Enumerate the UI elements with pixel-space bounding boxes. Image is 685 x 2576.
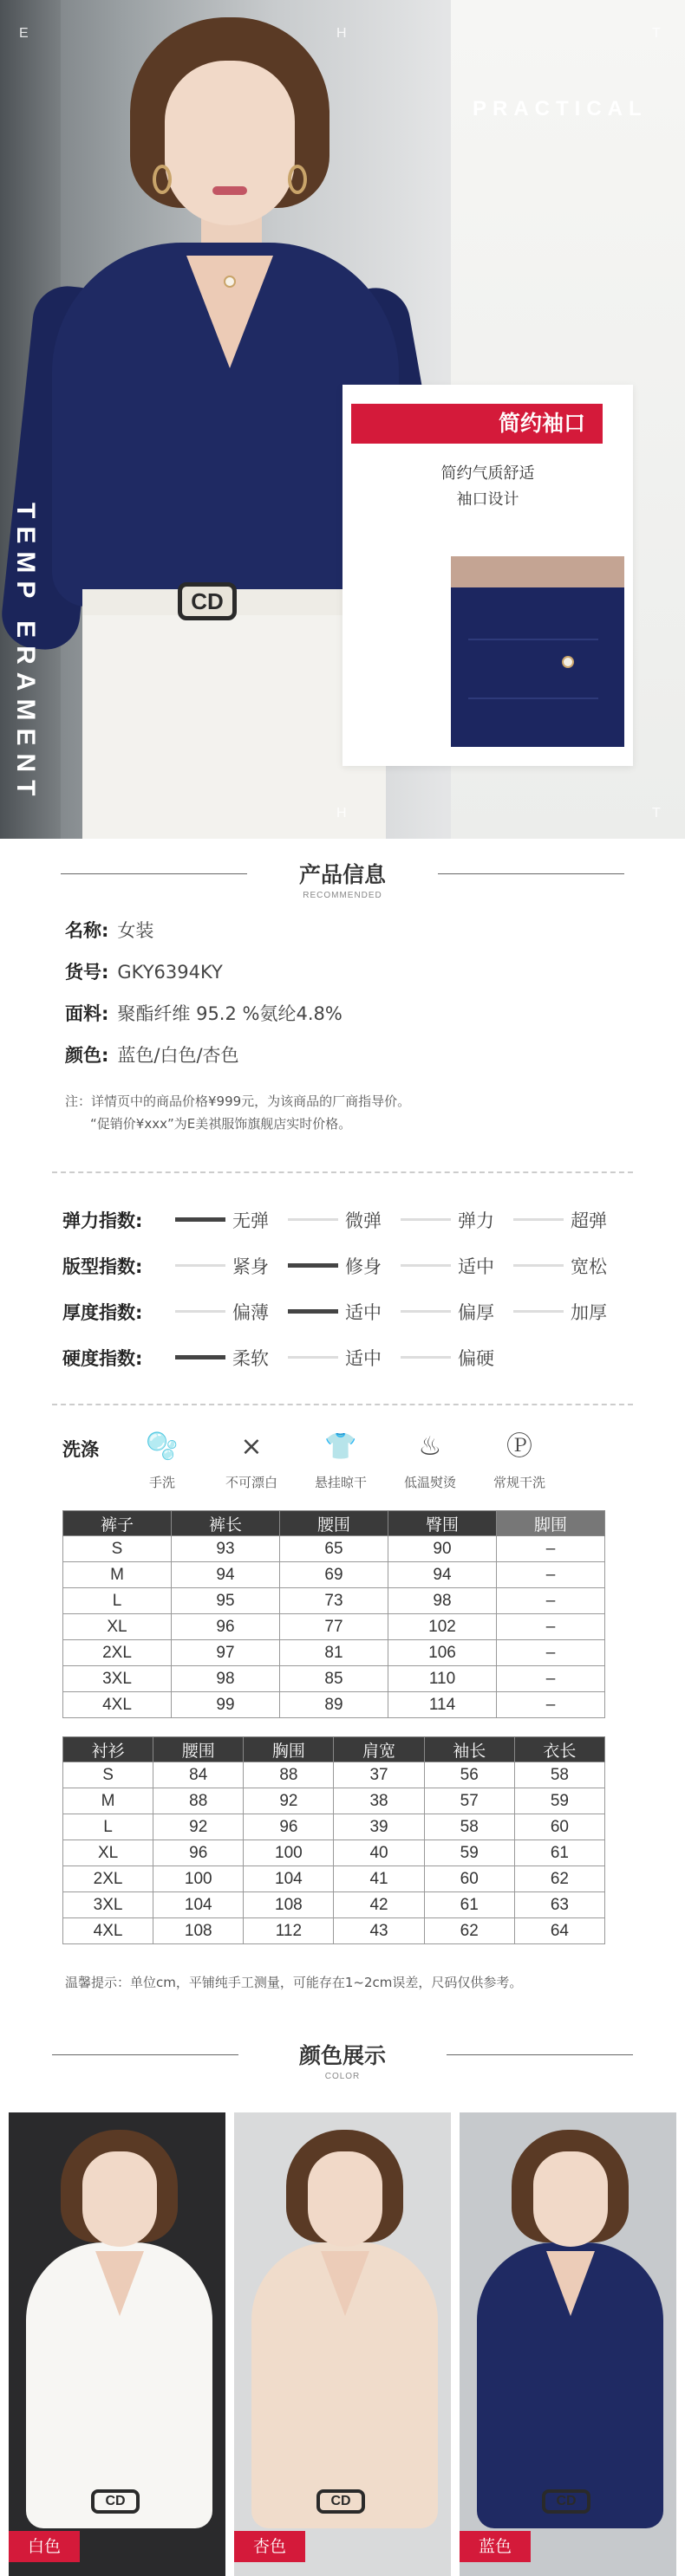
product-info-subtitle: RECOMMENDED — [303, 891, 382, 900]
table-row — [63, 1562, 605, 1588]
table-row — [63, 1666, 605, 1692]
table-cell: 106 — [388, 1640, 497, 1666]
v-neck-cutout — [186, 256, 273, 368]
table-cell: 73 — [280, 1588, 388, 1614]
table-cell: 110 — [388, 1666, 497, 1692]
table-cell: 94 — [388, 1562, 497, 1588]
fit-index-option — [513, 1299, 624, 1333]
info-row — [65, 958, 223, 984]
color-display-subtitle: COLOR — [324, 2072, 361, 2081]
table-cell: 96 — [172, 1614, 280, 1640]
table-cell: 58 — [514, 1762, 604, 1788]
color-swatch-photo[interactable] — [9, 2112, 225, 2576]
price-note-2: “促销价¥xxx”为E美祺服饰旗舰店实时价格。 — [90, 1116, 352, 1132]
table-cell: 39 — [334, 1814, 424, 1840]
table-cell: 93 — [172, 1536, 280, 1562]
table-cell: – — [497, 1536, 605, 1562]
table-cell: 98 — [172, 1666, 280, 1692]
v-neck-cutout — [95, 2251, 144, 2316]
cuff-seam — [468, 639, 598, 699]
price-note-1: 注：详情页中的商品价格¥999元，为该商品的厂商指导价。 — [65, 1093, 411, 1109]
cuff-pearl-button — [562, 656, 574, 668]
hang-dry-icon: 👕 — [324, 1431, 357, 1462]
color-swatch-photo[interactable] — [234, 2112, 451, 2576]
fit-index-label: 弹力指数: — [62, 1210, 143, 1231]
hand-wash-icon: 🫧 — [146, 1431, 179, 1462]
corner-letter-tm: H — [336, 26, 347, 41]
table-header-cell: 衣长 — [514, 1737, 604, 1762]
table-row — [63, 1640, 605, 1666]
info-key: 货号: — [65, 962, 109, 983]
corner-letter-tr: T — [652, 26, 661, 41]
color-display-header — [0, 2039, 685, 2091]
info-row — [65, 917, 153, 943]
wash-instruction-label: 手洗 — [148, 1475, 175, 1490]
table-row — [63, 1892, 605, 1918]
table-cell: – — [497, 1614, 605, 1640]
model-face — [533, 2151, 608, 2247]
table-row — [63, 1614, 605, 1640]
fit-index-option — [288, 1299, 399, 1333]
fit-index-option-label: 适中 — [345, 1348, 382, 1369]
fit-index-option — [401, 1345, 512, 1379]
v-neck-cutout — [321, 2251, 369, 2316]
table-cell: 57 — [424, 1788, 514, 1814]
fit-index-option — [401, 1207, 512, 1242]
info-value: GKY6394KY — [117, 962, 223, 983]
table-row — [63, 1588, 605, 1614]
fit-index-label: 硬度指数: — [62, 1348, 143, 1369]
fit-index-option-label: 加厚 — [571, 1302, 607, 1323]
table-cell: 65 — [280, 1536, 388, 1562]
belt-buckle: CD — [91, 2489, 140, 2514]
table-header-cell: 胸围 — [244, 1737, 334, 1762]
fit-index-label: 版型指数: — [62, 1256, 143, 1277]
table-cell: 100 — [244, 1840, 334, 1866]
table-cell: 92 — [153, 1814, 244, 1840]
cuff-detail-title: 简约袖口 — [351, 404, 603, 444]
table-cell: 38 — [334, 1788, 424, 1814]
model-face — [308, 2151, 382, 2247]
option-indicator — [288, 1218, 338, 1221]
option-indicator — [401, 1264, 451, 1267]
table-cell: 2XL — [63, 1640, 172, 1666]
practical-heading: PRACTICAL — [473, 97, 648, 120]
fit-index-option — [175, 1345, 286, 1379]
fit-index-option-label: 修身 — [345, 1256, 382, 1277]
table-cell: 40 — [334, 1840, 424, 1866]
color-display-title: 颜色展示 — [298, 2043, 386, 2068]
fit-index-option — [401, 1253, 512, 1288]
table-cell: 90 — [388, 1536, 497, 1562]
table-cell: 4XL — [63, 1692, 172, 1718]
table-cell: 108 — [244, 1892, 334, 1918]
table-cell: 92 — [244, 1788, 334, 1814]
fit-index-label: 厚度指数: — [62, 1302, 143, 1323]
table-cell: 59 — [424, 1840, 514, 1866]
option-indicator — [401, 1310, 451, 1313]
fit-index-option — [288, 1345, 399, 1379]
selected-indicator — [175, 1355, 225, 1359]
measurement-tip: 温馨提示：单位cm，平铺纯手工测量，可能存在1~2cm误差，尺码仅供参考。 — [65, 1975, 523, 1990]
table-header-cell: 腰围 — [280, 1511, 388, 1536]
info-key: 颜色: — [65, 1045, 109, 1066]
table-cell: 85 — [280, 1666, 388, 1692]
wash-instruction-label: 悬挂晾干 — [314, 1475, 367, 1490]
pearl-button — [224, 276, 236, 288]
belt-buckle: CD — [178, 582, 237, 620]
option-indicator — [513, 1310, 564, 1313]
table-header-cell: 裤长 — [172, 1511, 280, 1536]
table-cell: 69 — [280, 1562, 388, 1588]
wrist-skin — [451, 556, 624, 587]
fit-index-option-label: 适中 — [345, 1302, 382, 1323]
table-cell: 81 — [280, 1640, 388, 1666]
table-cell: 99 — [172, 1692, 280, 1718]
table-cell: 63 — [514, 1892, 604, 1918]
model-lips — [212, 186, 247, 195]
divider-dashed — [52, 1171, 633, 1173]
info-value: 蓝色/白色/杏色 — [117, 1045, 239, 1066]
table-cell: – — [497, 1588, 605, 1614]
belt-buckle: CD — [542, 2489, 590, 2514]
fit-index-option-label: 紧身 — [232, 1256, 269, 1277]
belt-buckle: CD — [316, 2489, 365, 2514]
fit-index-option-label: 无弹 — [232, 1210, 269, 1231]
table-header-cell: 裤子 — [63, 1511, 172, 1536]
wash-instruction-label: 不可漂白 — [225, 1475, 277, 1490]
selected-indicator — [288, 1263, 338, 1268]
table-cell: S — [63, 1762, 153, 1788]
selected-indicator — [288, 1309, 338, 1314]
table-cell: 77 — [280, 1614, 388, 1640]
option-indicator — [401, 1218, 451, 1221]
fit-index-option — [288, 1207, 399, 1242]
table-cell: 60 — [424, 1866, 514, 1892]
table-cell: 56 — [424, 1762, 514, 1788]
table-row — [63, 1536, 605, 1562]
wash-instruction — [208, 1430, 295, 1491]
table-cell: 108 — [153, 1918, 244, 1944]
color-swatch-photo[interactable] — [460, 2112, 676, 2576]
table-cell: 88 — [153, 1788, 244, 1814]
info-row — [65, 1041, 239, 1067]
table-cell: 37 — [334, 1762, 424, 1788]
cuff-detail-card — [342, 385, 633, 766]
fit-index-option — [175, 1207, 286, 1242]
option-indicator — [175, 1310, 225, 1313]
info-row — [65, 1000, 342, 1026]
wash-label: 洗涤 — [62, 1439, 99, 1460]
table-cell: S — [63, 1536, 172, 1562]
table-cell: 59 — [514, 1788, 604, 1814]
table-cell: 41 — [334, 1866, 424, 1892]
wash-instruction-label: 常规干洗 — [493, 1475, 545, 1490]
fit-index-row — [62, 1207, 626, 1242]
table-header-cell: 袖长 — [424, 1737, 514, 1762]
model-face — [82, 2151, 157, 2247]
fit-index-option-label: 偏薄 — [232, 1302, 269, 1323]
fit-index-option-label: 弹力 — [458, 1210, 494, 1231]
fit-index-row — [62, 1299, 626, 1333]
product-info-header — [0, 858, 685, 910]
fit-index-option — [513, 1207, 624, 1242]
info-key: 面料: — [65, 1003, 109, 1024]
table-cell: 4XL — [63, 1918, 153, 1944]
divider-dashed — [52, 1404, 633, 1405]
table-row — [63, 1692, 605, 1718]
table-cell: L — [63, 1588, 172, 1614]
table-cell: 61 — [514, 1840, 604, 1866]
table-cell: 84 — [153, 1762, 244, 1788]
dry-clean-icon: Ⓟ — [506, 1431, 532, 1462]
model-face — [165, 61, 295, 225]
table-cell: 114 — [388, 1692, 497, 1718]
table-cell: 89 — [280, 1692, 388, 1718]
fit-index-option — [401, 1299, 512, 1333]
low-iron-icon: ♨ — [418, 1431, 442, 1462]
table-cell: 62 — [514, 1866, 604, 1892]
table-header-cell: 臀围 — [388, 1511, 497, 1536]
table-cell: 98 — [388, 1588, 497, 1614]
info-key: 名称: — [65, 920, 109, 941]
pants-size-table — [62, 1510, 605, 1718]
v-neck-cutout — [546, 2251, 595, 2316]
table-cell: 64 — [514, 1918, 604, 1944]
table-cell: M — [63, 1562, 172, 1588]
corner-letter-bm: H — [336, 806, 347, 821]
table-cell: 58 — [424, 1814, 514, 1840]
table-cell: 96 — [244, 1814, 334, 1840]
wash-instruction — [387, 1430, 473, 1491]
fit-index-option-label: 适中 — [458, 1256, 494, 1277]
table-row — [63, 1866, 605, 1892]
table-row — [63, 1840, 605, 1866]
table-cell: 2XL — [63, 1866, 153, 1892]
fit-index-option — [175, 1299, 286, 1333]
table-cell: – — [497, 1562, 605, 1588]
wash-instruction — [119, 1430, 206, 1491]
fit-index-option-label: 宽松 — [571, 1256, 607, 1277]
table-cell: 104 — [153, 1892, 244, 1918]
table-cell: – — [497, 1640, 605, 1666]
table-header-cell: 衬衫 — [63, 1737, 153, 1762]
table-cell: 60 — [514, 1814, 604, 1840]
table-row — [63, 1918, 605, 1944]
hero-banner — [0, 0, 685, 839]
shirt-size-table — [62, 1736, 605, 1944]
table-cell: 112 — [244, 1918, 334, 1944]
table-row — [63, 1788, 605, 1814]
table-header-row — [63, 1511, 605, 1536]
color-label: 白色 — [9, 2531, 80, 2562]
wash-instruction — [297, 1430, 384, 1491]
table-cell: 104 — [244, 1866, 334, 1892]
table-cell: M — [63, 1788, 153, 1814]
corner-letter-br: T — [652, 806, 661, 821]
info-value: 聚酯纤维 95.2 %氨纶4.8% — [117, 1003, 342, 1024]
table-cell: 61 — [424, 1892, 514, 1918]
table-header-row — [63, 1737, 605, 1762]
fit-index-row — [62, 1345, 626, 1379]
fit-index-option-label: 偏厚 — [458, 1302, 494, 1323]
table-cell: 97 — [172, 1640, 280, 1666]
table-cell: – — [497, 1692, 605, 1718]
table-cell: 43 — [334, 1918, 424, 1944]
table-cell: 3XL — [63, 1892, 153, 1918]
fit-index-row — [62, 1253, 626, 1288]
color-label: 杏色 — [234, 2531, 305, 2562]
fit-index-option — [175, 1253, 286, 1288]
white-trousers — [82, 598, 386, 839]
table-cell: 62 — [424, 1918, 514, 1944]
color-label: 蓝色 — [460, 2531, 531, 2562]
table-header-cell: 肩宽 — [334, 1737, 424, 1762]
fit-index-option — [513, 1253, 624, 1288]
option-indicator — [513, 1218, 564, 1221]
selected-indicator — [175, 1217, 225, 1222]
table-cell: – — [497, 1666, 605, 1692]
table-cell: L — [63, 1814, 153, 1840]
fit-index-option — [288, 1253, 399, 1288]
table-cell: 94 — [172, 1562, 280, 1588]
table-cell: XL — [63, 1840, 153, 1866]
option-indicator — [175, 1264, 225, 1267]
table-cell: 102 — [388, 1614, 497, 1640]
option-indicator — [401, 1356, 451, 1359]
cuff-detail-image — [451, 556, 624, 747]
wash-instruction-label: 低温熨烫 — [403, 1475, 456, 1490]
info-value: 女装 — [117, 920, 154, 941]
cuff-detail-desc-1: 简约气质舒适 — [440, 464, 535, 483]
table-cell: XL — [63, 1614, 172, 1640]
option-indicator — [513, 1264, 564, 1267]
table-header-cell: 脚围 — [497, 1511, 605, 1536]
product-info-title: 产品信息 — [298, 862, 386, 887]
fit-index-option-label: 微弹 — [345, 1210, 382, 1231]
cuff-detail-desc-2: 袖口设计 — [456, 490, 519, 509]
corner-letter-tl: E — [19, 26, 29, 41]
fit-index-option-label: 柔软 — [232, 1348, 269, 1369]
table-header-cell: 腰围 — [153, 1737, 244, 1762]
table-row — [63, 1762, 605, 1788]
wash-instruction — [476, 1430, 563, 1491]
option-indicator — [288, 1356, 338, 1359]
temperament-vertical-text: TEMP ERAMENT — [11, 503, 40, 804]
table-cell: 3XL — [63, 1666, 172, 1692]
table-cell: 88 — [244, 1762, 334, 1788]
table-cell: 100 — [153, 1866, 244, 1892]
table-cell: 96 — [153, 1840, 244, 1866]
fit-index-option-label: 超弹 — [571, 1210, 607, 1231]
table-row — [63, 1814, 605, 1840]
earring-left — [153, 165, 172, 194]
fit-index-option-label: 偏硬 — [458, 1348, 494, 1369]
table-cell: 42 — [334, 1892, 424, 1918]
no-bleach-icon: ⨯ — [240, 1431, 263, 1462]
table-cell: 95 — [172, 1588, 280, 1614]
earring-right — [288, 165, 307, 194]
